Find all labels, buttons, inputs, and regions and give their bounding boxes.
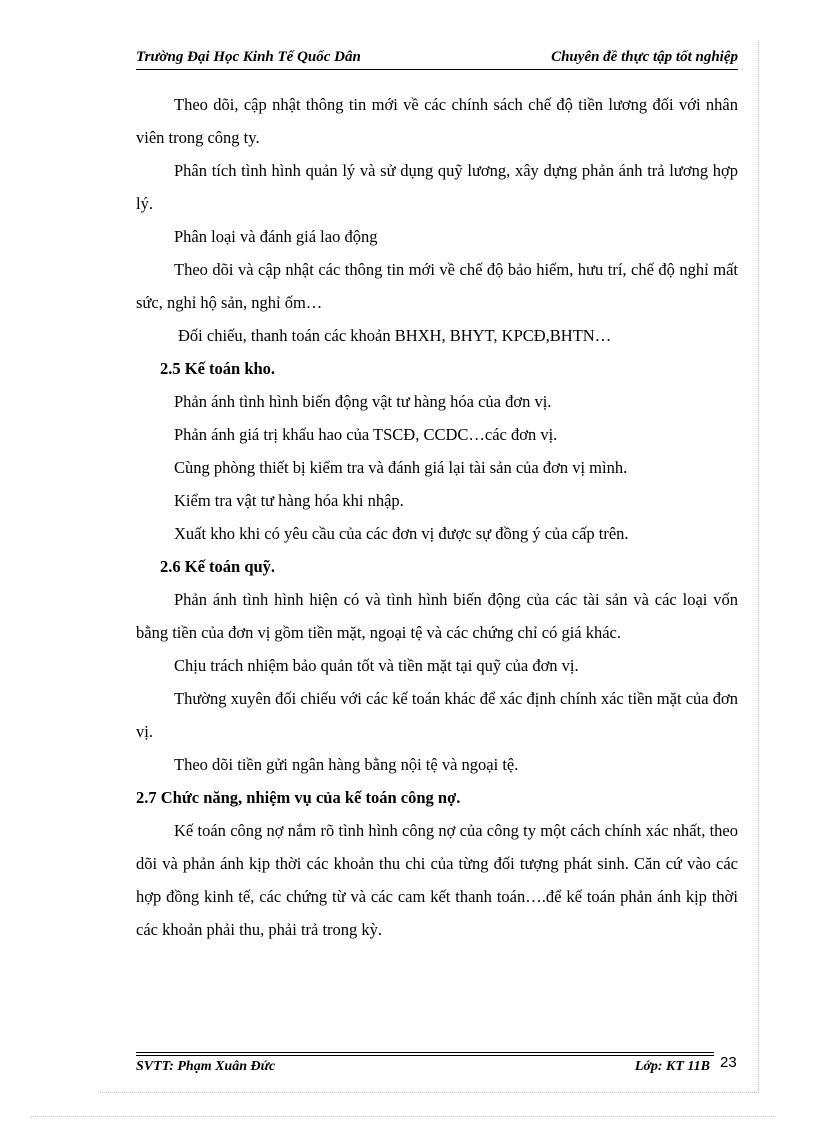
paragraph: Kế toán công nợ nắm rõ tình hình công nợ của công ty một cách chính xác nhất, theo dõi và phản ánh kịp thời các khoản thu chi của từng đối tượng phát sinh. Căn cứ vào các hợp đồng kinh tế, các chứng từ và các cam kết thanh toán….để kế toán phản ánh kịp thời các khoản phải thu, phải trả trong kỳ.	[136, 821, 738, 939]
header-report-title: Chuyên đề thực tập tốt nghiệp	[551, 49, 738, 65]
paragraph: Theo dõi và cập nhật các thông tin mới về chế độ bảo hiểm, hưu trí, chế độ nghỉ mất sức, nghỉ hộ sản, nghỉ ốm…	[136, 260, 738, 312]
paragraph: Phân tích tình hình quản lý và sử dụng quỹ lương, xây dựng phản ánh trả lương hợp lý.	[136, 161, 738, 213]
paragraph: Phản ánh giá trị khấu hao của TSCĐ, CCDC…các đơn vị.	[174, 425, 558, 444]
section-heading-2-5: 2.5 Kế toán kho.	[160, 359, 276, 378]
paragraph: Phản ánh tình hình biến động vật tư hàng hóa của đơn vị.	[174, 392, 552, 411]
page-header	[136, 46, 738, 70]
paragraph: Chịu trách nhiệm bảo quản tốt và tiền mặt tại quỹ của đơn vị.	[174, 656, 579, 675]
footer-rule	[136, 1055, 714, 1056]
header-university: Trường Đại Học Kinh Tế Quốc Dân	[136, 49, 361, 65]
paragraph: Phản ánh tình hình hiện có và tình hình biến động của các tài sản và các loại vốn bằng tiền của đơn vị gồm tiền mặt, ngoại tệ và các chứng chỉ có giá khác.	[136, 590, 738, 642]
paragraph: Cùng phòng thiết bị kiểm tra và đánh giá lại tài sản của đơn vị mình.	[174, 458, 628, 477]
footer-rule	[136, 1052, 714, 1053]
section-heading-2-7: 2.7 Chức năng, nhiệm vụ của kế toán công nợ.	[136, 788, 461, 807]
page-footer	[136, 1057, 714, 1077]
page-number: 23	[720, 1054, 737, 1071]
paragraph: Theo dõi tiền gửi ngân hàng bằng nội tệ và ngoại tệ.	[174, 755, 519, 774]
footer-student-name: SVTT: Phạm Xuân Đức	[136, 1059, 276, 1074]
bottom-dotted-line	[30, 1116, 776, 1117]
paragraph: Thường xuyên đối chiếu với các kế toán khác để xác định chính xác tiền mặt của đơn vị.	[136, 689, 738, 741]
paragraph: Đối chiếu, thanh toán các khoản BHXH, BHYT, KPCĐ,BHTN…	[178, 326, 612, 345]
paragraph: Xuất kho khi có yêu cầu của các đơn vị được sự đồng ý của cấp trên.	[174, 524, 629, 543]
paragraph: Kiểm tra vật tư hàng hóa khi nhập.	[174, 491, 404, 510]
section-heading-2-6: 2.6 Kế toán quỹ.	[160, 557, 276, 576]
paragraph: Phân loại và đánh giá lao động	[174, 227, 378, 246]
paragraph: Theo dõi, cập nhật thông tin mới về các chính sách chế độ tiền lương đối với nhân viên trong công ty.	[136, 95, 738, 147]
header-rule	[136, 69, 738, 70]
footer-class: Lớp: KT 11B	[634, 1059, 710, 1074]
document-body	[136, 88, 738, 946]
